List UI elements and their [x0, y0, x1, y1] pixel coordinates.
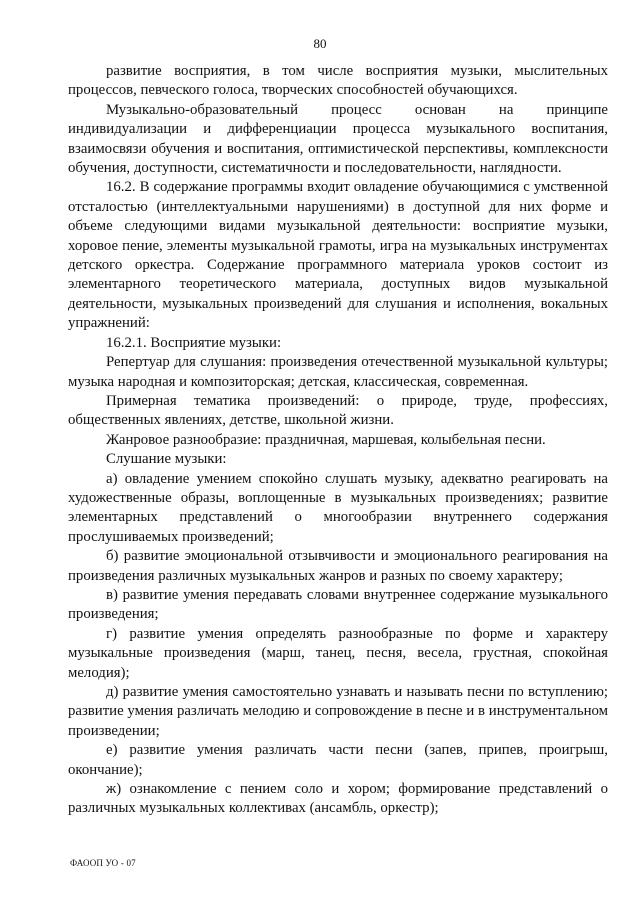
document-body [68, 62, 608, 819]
list-item-a: а) овладение умением спокойно слушать музыку, адекватно реагировать на художественные образы, воплощенные в музыкальных произведениях; развитие элементарных представлений о многообразии внутреннего содержания прослушиваемых произведений; [68, 470, 608, 545]
paragraph-section-16-2: 16.2. В содержание программы входит овладение обучающимися с умственной отсталостью (интеллектуальными нарушениями) в доступной для них форме и объеме следующими видами музыкальной деятельности: восприятие музыки, хоровое пение, элементы музыкальной грамоты, игра на музыкальных инструментах детского оркестра. Содержание программного материала уроков состоит из элементарного теоретического материала, доступных видов музыкальной деятельности, музыкальных произведений для слушания и исполнения, вокальных упражнений: [68, 179, 608, 332]
list-item-e: е) развитие умения различать части песни (запев, припев, проигрыш, окончание); [68, 742, 608, 778]
paragraph-perception-development: развитие восприятия, в том числе восприятия музыки, мыслительных процессов, певческого голоса, творческих способностей обучающихся. [68, 63, 608, 99]
paragraph-educational-process: Музыкально-образовательный процесс основан на принципе индивидуализации и дифференциации процесса музыкального воспитания, взаимосвязи обучения и воспитания, оптимистической перспективы, комплексности обучения, доступности, систематичности и последовательности, наглядности. [68, 101, 608, 177]
document-footer-code: ФАООП УО - 07 [70, 858, 136, 868]
paragraph-section-16-2-1: 16.2.1. Восприятие музыки: [106, 334, 282, 351]
list-item-g: г) развитие умения определять разнообразные по форме и характеру музыкальные произведения (марш, танец, песня, весела, грустная, спокойная мелодия); [68, 625, 608, 681]
paragraph-genres: Жанровое разнообразие: праздничная, маршевая, колыбельная песни. [106, 431, 546, 448]
paragraph-themes: Примерная тематика произведений: о природе, труде, профессиях, общественных явлениях, детстве, школьной жизни. [68, 392, 608, 429]
list-item-zh: ж) ознакомление с пением соло и хором; формирование представлений о различных музыкальных коллективах (ансамбль, оркестр); [68, 781, 608, 817]
list-item-b: б) развитие эмоциональной отзывчивости и эмоционального реагирования на произведения различных музыкальных жанров и разных по своему характеру; [68, 548, 608, 584]
list-item-v: в) развитие умения передавать словами внутреннее содержание музыкального произведения; [68, 586, 608, 623]
paragraph-listening-heading: Слушание музыки: [106, 451, 227, 468]
page-number: 80 [313, 36, 327, 51]
paragraph-repertoire: Репертуар для слушания: произведения отечественной музыкальной культуры; музыка народная и композиторская; детская, классическая, современная. [68, 354, 608, 390]
list-item-d: д) развитие умения самостоятельно узнавать и называть песни по вступлению; развитие умения различать мелодию и сопровождение в песне и в инструментальном произведении; [68, 684, 608, 739]
